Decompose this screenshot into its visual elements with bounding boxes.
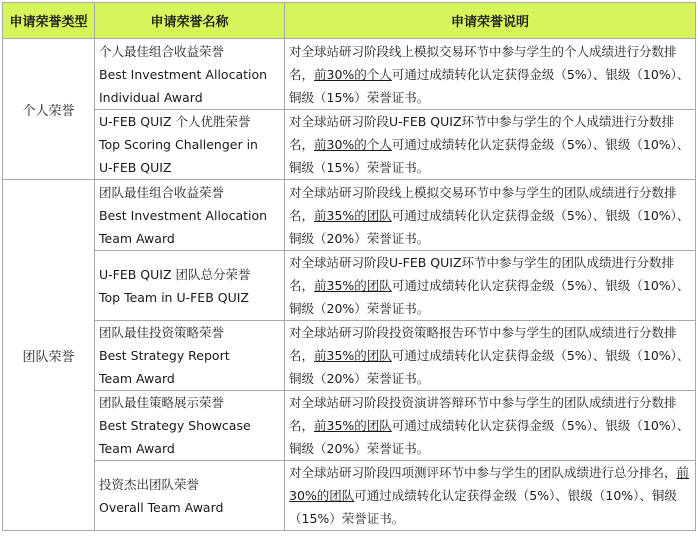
award-name-en: Team Award xyxy=(99,441,175,456)
award-name-zh: 投资杰出团队荣誉 xyxy=(99,476,200,492)
honors-table xyxy=(2,2,696,531)
header-desc: 申请荣誉说明 xyxy=(285,3,696,39)
award-name-en: Overall Team Award xyxy=(99,499,224,515)
award-name xyxy=(95,321,285,391)
award-name-en: Best Strategy Showcase xyxy=(99,418,251,433)
header-type: 申请荣誉类型 xyxy=(3,3,95,39)
table-row xyxy=(3,461,696,531)
rank-highlight: 前30%的个人 xyxy=(314,137,392,152)
award-name-zh: 团队最佳组合收益荣誉 xyxy=(99,184,225,200)
table-row xyxy=(3,251,696,321)
award-name-zh: U-FEB QUIZ 团队总分荣誉 xyxy=(99,266,251,282)
award-name xyxy=(95,180,285,251)
award-name-en: Team Award xyxy=(99,371,175,386)
rank-highlight: 前35%的团队 xyxy=(314,207,392,223)
award-name xyxy=(95,39,285,110)
award-name-zh: 团队最佳策略展示荣誉 xyxy=(99,395,225,410)
award-name-en: Top Scoring Challenger in xyxy=(99,137,258,152)
award-name-zh: U-FEB QUIZ 个人优胜荣誉 xyxy=(99,114,251,129)
award-name-zh: 个人最佳组合收益荣誉 xyxy=(99,43,225,59)
award-desc: 对全球站研习阶段投资演讲答辩环节中参与学生的团队成绩进行分数排名，前35%的团队可通过成绩转化认定获得金级（5%）、银级（10%）、铜级（20%）荣誉证书。 xyxy=(285,391,696,461)
award-desc: 对全球站研习阶段线上模拟交易环节中参与学生的团队成绩进行分数排名，前35%的团队可通过成绩转化认定获得金级（5%）、银级（10%）、铜级（20%）荣誉证书。 xyxy=(285,180,696,251)
award-desc: 对全球站研习阶段投资策略报告环节中参与学生的团队成绩进行分数排名，前35%的团队可通过成绩转化认定获得金级（5%）、银级（10%）、铜级（20%）荣誉证书。 xyxy=(285,321,696,391)
award-name-en: Best Investment Allocation xyxy=(99,66,268,82)
header-row xyxy=(3,3,696,39)
award-name xyxy=(95,251,285,321)
rank-highlight: 前30%的团队 xyxy=(289,465,690,503)
table-row xyxy=(3,391,696,461)
table-row xyxy=(3,180,696,251)
award-name xyxy=(95,391,285,461)
award-desc: 对全球站研习阶段四项测评环节中参与学生的团队成绩进行总分排名，前30%的团队可通过成绩转化认定获得金级（5%）、银级（10%）、铜级（15%）荣誉证书。 xyxy=(285,461,696,531)
award-desc: 对全球站研习阶段U-FEB QUIZ环节中参与学生的个人成绩进行分数排名，前30%的个人可通过成绩转化认定获得金级（5%）、银级（10%）、铜级（15%）荣誉证书。 xyxy=(285,110,696,180)
award-desc: 对全球站研习阶段线上模拟交易环节中参与学生的个人成绩进行分数排名，前30%的个人可通过成绩转化认定获得金级（5%）、银级（10%）、铜级（15%）荣誉证书。 xyxy=(285,39,696,110)
award-name-en: Best Strategy Report xyxy=(99,348,230,363)
award-name xyxy=(95,110,285,180)
award-name-zh: 团队最佳投资策略荣誉 xyxy=(99,325,225,340)
award-name-en: Individual Award xyxy=(99,89,203,105)
table-row xyxy=(3,110,696,180)
header-name: 申请荣誉名称 xyxy=(95,3,285,39)
rank-highlight: 前35%的团队 xyxy=(314,278,392,293)
award-desc: 对全球站研习阶段U-FEB QUIZ环节中参与学生的团队成绩进行分数排名，前35%的团队可通过成绩转化认定获得金级（5%）、银级（10%）、铜级（20%）荣誉证书。 xyxy=(285,251,696,321)
group-individual: 个人荣誉 xyxy=(3,39,95,180)
table-row xyxy=(3,39,696,110)
award-name-en: Top Team in U-FEB QUIZ xyxy=(99,289,249,305)
award-name-en: Team Award xyxy=(99,230,175,246)
rank-highlight: 前35%的团队 xyxy=(314,418,392,433)
group-team: 团队荣誉 xyxy=(3,180,95,531)
rank-highlight: 前35%的团队 xyxy=(314,348,392,363)
award-name-en: Best Investment Allocation xyxy=(99,207,268,223)
award-name xyxy=(95,461,285,531)
award-name-en: U-FEB QUIZ xyxy=(99,160,172,175)
table-row xyxy=(3,321,696,391)
rank-highlight: 前30%的个人 xyxy=(314,66,392,82)
